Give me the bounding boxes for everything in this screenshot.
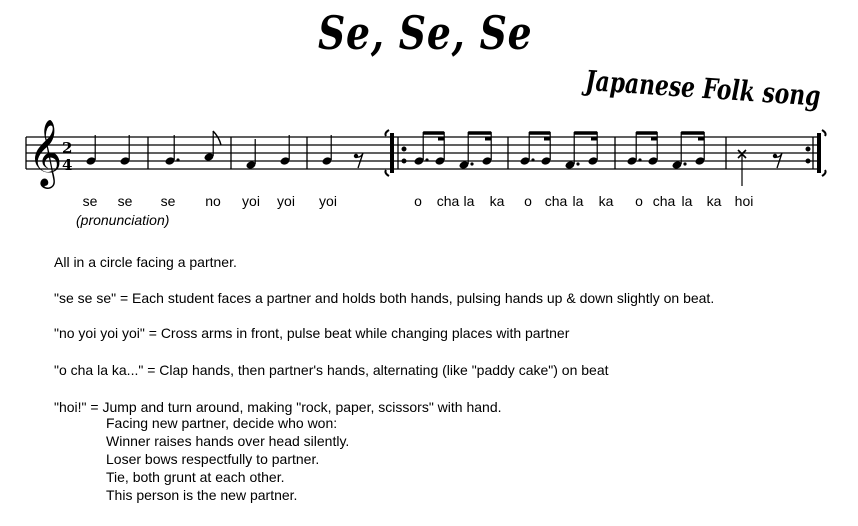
note-flag — [213, 131, 221, 145]
lyric-syllable: se — [117, 193, 133, 209]
repeat-bracket — [822, 170, 826, 176]
augmentation-dot — [576, 162, 579, 165]
lyric-syllable: ka — [489, 193, 505, 209]
instruction-intro: All in a circle facing a partner. — [54, 254, 237, 270]
hoi-step: Loser bows respectfully to partner. — [106, 451, 320, 467]
lyric-syllable: yoi — [319, 193, 337, 209]
song-subtitle: Japanese Folk song — [584, 64, 822, 113]
augmentation-dot — [683, 162, 686, 165]
lyric-syllable: la — [681, 193, 693, 209]
lyric-syllable: cha — [436, 193, 460, 209]
repeat-bracket — [385, 130, 389, 136]
augmentation-dot — [638, 158, 641, 161]
lyric-syllable: la — [463, 193, 475, 209]
hoi-step: Tie, both grunt at each other. — [106, 469, 285, 485]
lyric-syllable: no — [205, 193, 221, 209]
hoi-step: This person is the new partner. — [106, 487, 298, 503]
instruction-no-yoi: "no yoi yoi yoi" = Cross arms in front, pulse beat while changing places with partner — [54, 325, 570, 341]
lyric-syllable: ka — [598, 193, 614, 209]
lyric-syllable: yoi — [242, 193, 260, 209]
repeat-dot — [402, 159, 406, 163]
song-title: Se, Se, Se — [318, 6, 533, 60]
lyric-syllable: o — [414, 193, 422, 209]
repeat-bracket — [385, 170, 389, 176]
lyric-syllable: cha — [652, 193, 676, 209]
augmentation-dot — [425, 158, 428, 161]
instruction-se-se-se: "se se se" = Each student faces a partner and holds both hands, pulsing hands up & down slightly on beat. — [54, 290, 715, 306]
augmentation-dot — [531, 158, 534, 161]
pronunciation-label: (pronunciation) — [76, 212, 170, 228]
augmentation-dot — [176, 158, 179, 161]
lyric-syllable: cha — [544, 193, 568, 209]
repeat-bracket — [822, 130, 826, 136]
lyric-syllable: o — [524, 193, 532, 209]
repeat-dot — [402, 147, 406, 151]
lyric-syllable: o — [635, 193, 643, 209]
augmentation-dot — [470, 162, 473, 165]
time-signature — [62, 139, 72, 174]
lyric-syllable: se — [160, 193, 176, 209]
lyric-syllable: la — [572, 193, 584, 209]
repeat-dot — [806, 159, 810, 163]
hoi-step: Winner raises hands over head silently. — [106, 433, 350, 449]
repeat-dot — [806, 147, 810, 151]
music-staff — [0, 0, 858, 200]
lyric-syllable: ka — [706, 193, 722, 209]
time-signature-top: 2 — [62, 139, 73, 157]
time-signature-bottom: 4 — [62, 156, 73, 174]
lyric-syllable: hoi — [734, 193, 754, 209]
notes — [86, 131, 782, 186]
lyric-syllable: se — [82, 193, 98, 209]
lyrics-line — [0, 193, 858, 213]
hoi-step: Facing new partner, decide who won: — [106, 415, 338, 431]
treble-clef — [28, 118, 62, 189]
instruction-o-cha-la-ka: "o cha la ka..." = Clap hands, then partner's hands, alternating (like "paddy cake") on beat — [54, 362, 609, 378]
lyric-syllable: yoi — [277, 193, 295, 209]
svg-text:𝄞: 𝄞 — [28, 118, 63, 186]
instruction-hoi: "hoi!" = Jump and turn around, making "rock, paper, scissors" with hand. — [54, 399, 502, 415]
